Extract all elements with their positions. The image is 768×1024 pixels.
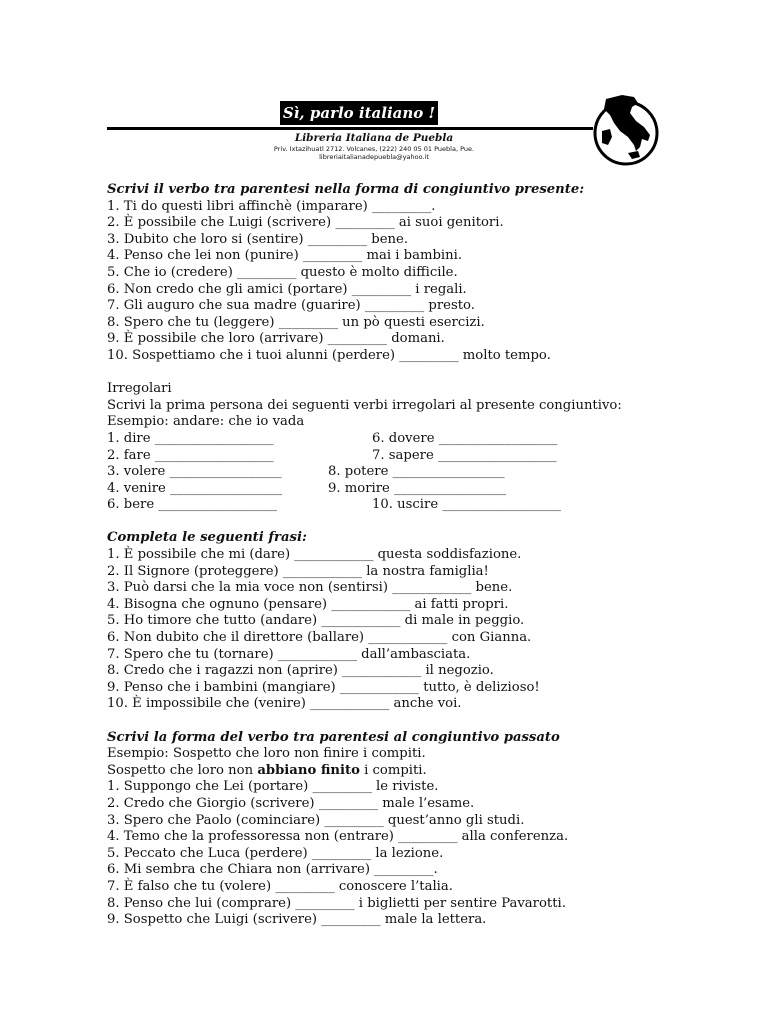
exercise-line: 7. Spero che tu (tornare) ____________ dall’ambasciata.: [107, 646, 471, 662]
section2-verb-grid: [107, 431, 667, 514]
org-email: libreriaitalianadepuebla@yahoo.it: [319, 153, 429, 161]
exercise-line: 1. Ti do questi libri affinchè (imparare) _________.: [107, 198, 436, 214]
verb-row: [107, 431, 667, 448]
exercise-line: 10. Sospettiamo che i tuoi alunni (perdere) _________ molto tempo.: [107, 347, 551, 363]
section3-exercises: [107, 547, 667, 713]
exercise-line: 6. Non credo che gli amici (portare) _________ i regali.: [107, 281, 467, 297]
verb-item: 8. potere _________________: [328, 464, 505, 480]
org-name: Libreria Italiana de Puebla: [294, 132, 454, 144]
section4-example-answer: [107, 763, 667, 780]
verb-item: 1. dire __________________: [107, 430, 274, 446]
page-header: [0, 0, 768, 180]
example-text: Sospetto che loro non: [107, 762, 258, 778]
exercise-line: 5. Che io (credere) _________ questo è molto difficile.: [107, 264, 458, 280]
section3-heading: Completa le seguenti frasi:: [107, 530, 307, 546]
exercise-line: 2. Credo che Giorgio (scrivere) _________ male l’esame.: [107, 795, 475, 811]
example-answer-bold: abbiano finito: [257, 762, 360, 778]
verb-item: 7. sapere __________________: [372, 447, 557, 463]
section1-heading: Scrivi il verbo tra parentesi nella forma di congiuntivo presente:: [107, 182, 585, 197]
org-address: Priv. Ixtazihuatl 2712. Volcanes, (222) 240 05 01 Puebla, Pue.: [273, 145, 475, 153]
exercise-line: 1. È possibile che mi (dare) ____________ questa soddisfazione.: [107, 547, 522, 563]
exercise-line: 2. È possibile che Luigi (scrivere) _________ ai suoi genitori.: [107, 215, 504, 231]
verb-item: 6. bere __________________: [107, 497, 278, 513]
exercise-line: 9. Penso che i bambini (mangiare) ____________ tutto, è delizioso!: [107, 679, 540, 695]
header-rule: [107, 127, 593, 130]
section4-example: Esempio: Sospetto che loro non finire i compiti.: [107, 746, 426, 762]
verb-item: 3. volere _________________: [107, 464, 282, 480]
example-text: i compiti.: [359, 762, 427, 778]
section4-exercises: [107, 779, 667, 928]
spacer: [107, 514, 667, 531]
exercise-line: 10. È impossibile che (venire) ____________ anche voi.: [107, 696, 462, 712]
verb-row: [107, 448, 667, 465]
section4-heading: Scrivi la forma del verbo tra parentesi al congiuntivo passato: [107, 729, 560, 745]
exercise-line: 4. Penso che lei non (punire) _________ mai i bambini.: [107, 248, 463, 264]
title-banner: Sì, parlo italiano !: [280, 101, 438, 125]
exercise-line: 8. Penso che lui (comprare) _________ i biglietti per sentire Pavarotti.: [107, 895, 566, 911]
section2-title: Irregolari: [107, 381, 172, 397]
exercise-line: 2. Il Signore (proteggere) ____________ la nostra famiglia!: [107, 563, 489, 579]
section1-exercises: [107, 199, 667, 365]
exercise-line: 4. Bisogna che ognuno (pensare) ____________ ai fatti propri.: [107, 596, 509, 612]
exercise-line: 9. È possibile che loro (arrivare) _________ domani.: [107, 331, 445, 347]
verb-item: 9. morire _________________: [328, 480, 507, 496]
spacer: [107, 713, 667, 730]
exercise-line: 8. Credo che i ragazzi non (aprire) ____________ il negozio.: [107, 663, 494, 679]
worksheet-body: [107, 182, 667, 929]
verb-row: [107, 464, 667, 481]
verb-row: [107, 481, 667, 498]
italy-map-logo-icon: [592, 91, 660, 167]
exercise-line: 3. Può darsi che la mia voce non (sentirsi) ____________ bene.: [107, 580, 513, 596]
spacer: [107, 365, 667, 382]
verb-item: 4. venire _________________: [107, 480, 283, 496]
verb-item: 2. fare __________________: [107, 447, 274, 463]
exercise-line: 6. Non dubito che il direttore (ballare) ____________ con Gianna.: [107, 630, 532, 646]
section2-instruction: Scrivi la prima persona dei seguenti verbi irregolari al presente congiuntivo:: [107, 397, 622, 413]
exercise-line: 3. Spero che Paolo (cominciare) _________ quest’anno gli studi.: [107, 812, 525, 828]
section2-example: Esempio: andare: che io vada: [107, 414, 305, 430]
exercise-line: 1. Suppongo che Lei (portare) _________ le riviste.: [107, 779, 439, 795]
verb-item: 6. dovere __________________: [372, 430, 558, 446]
exercise-line: 4. Temo che la professoressa non (entrare) _________ alla conferenza.: [107, 829, 569, 845]
verb-item: 10. uscire __________________: [372, 497, 562, 513]
exercise-line: 6. Mi sembra che Chiara non (arrivare) _________.: [107, 862, 438, 878]
exercise-line: 5. Peccato che Luca (perdere) _________ la lezione.: [107, 845, 444, 861]
exercise-line: 3. Dubito che loro si (sentire) _________ bene.: [107, 231, 409, 247]
exercise-line: 8. Spero che tu (leggere) _________ un pò questi esercizi.: [107, 314, 485, 330]
exercise-line: 7. Gli auguro che sua madre (guarire) _________ presto.: [107, 298, 475, 314]
exercise-line: 9. Sospetto che Luigi (scrivere) _________ male la lettera.: [107, 912, 487, 928]
exercise-line: 5. Ho timore che tutto (andare) ____________ di male in peggio.: [107, 613, 525, 629]
exercise-line: 7. È falso che tu (volere) _________ conoscere l’talia.: [107, 878, 453, 894]
verb-row: [107, 497, 667, 514]
